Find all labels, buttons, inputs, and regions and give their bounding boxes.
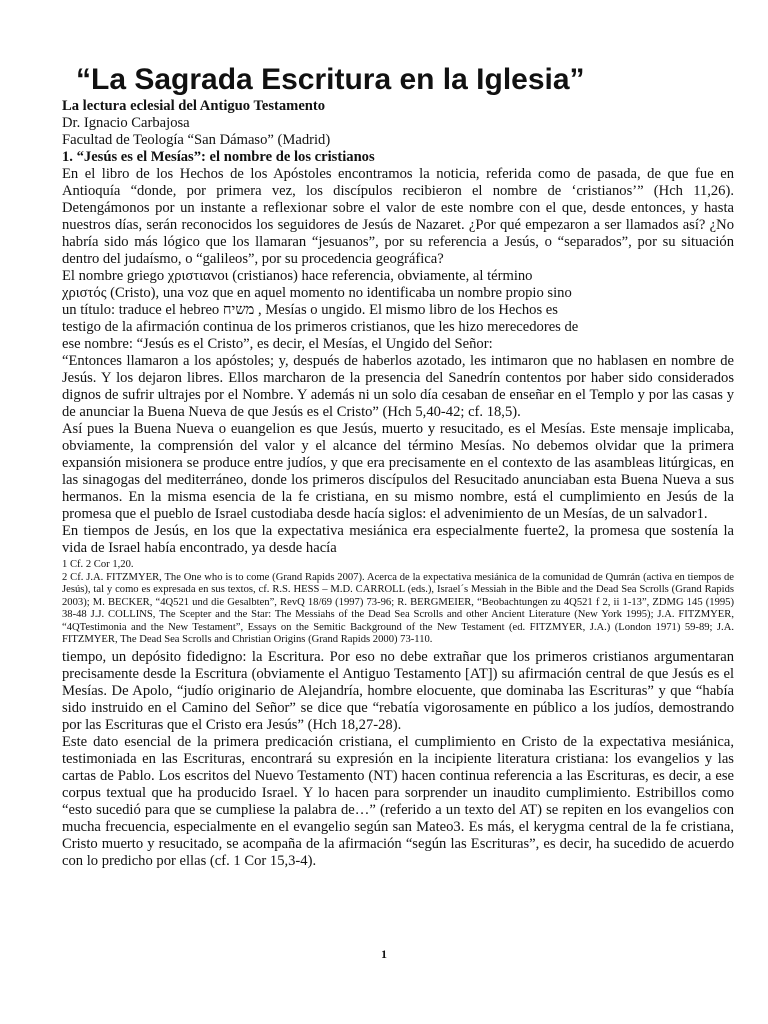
paragraph-euangelion: Así pues la Buena Nueva o euangelion es que Jesús, muerto y resucitado, es el Mesías. Este mensaje implicaba, obviamente, la comprensión del valor y el alcance del término Mesías. No debemos olvidar que la primera expansión misionera se produce entre judíos, y que era precisamente en el contexto de las asambleas litúrgicas, en las sinagogas del mediterráneo, donde los primeros discípulos del Resucitado anunciaban esta Buena Nueva a sus hermanos. En la misma esencia de la fe cristiana, en su mismo nombre, está el cumplimiento en Jesús de la promesa que el pueblo de Israel custodiaba desde hacía siglos: el advenimiento de un Mesías, de un salvador1. bbox=[62, 421, 734, 522]
text-line: ese nombre: “Jesús es el Cristo”, es decir, el Mesías, el Ungido del Señor: bbox=[62, 336, 493, 352]
text-line: El nombre griego χριστιανοι (cristianos) hace referencia, obviamente, al término bbox=[62, 268, 533, 284]
text-line: testigo de la afirmación continua de los primeros cristianos, que les hizo merecedores de bbox=[62, 319, 579, 335]
footnote-2: 2 Cf. J.A. FITZMYER, The One who is to come (Grand Rapids 2007). Acerca de la expectativa mesiánica de la comunidad de Qumrán (activa en tiempos de Jesús), tal y como es expresada en sus textos, cf. R.S. HESS – M.D. CARROLL (eds.), Israel´s Messiah in the Bible and the Dead Sea Scrolls (Grand Rapids 2003); M. BECKER, “4Q521 und die Gesalbten”, RevQ 18/69 (1997) 73-96; R. BERGMEIER, “Beobachtungen zu 4Q521 f 2, ii 1-13”, ZDMG 145 (1995) 38-48 J.J. COLLINS, The Scepter and the Star: The Messiahs of the Dead Sea Scrolls and other Ancient Literature (New York 1995); J.A. FITZMYER, “4QTestimonia and the New Testament”, Essays on the Semitic Background of the New Testament (ed. FITZMYER, J.A.) (London 1971) 59-89; J.A. FITZMYER, The Dead Sea Scrolls and Christian Origins (Grand Rapids 2000) 73-110. bbox=[62, 571, 734, 645]
document-title: “La Sagrada Escritura en la Iglesia” bbox=[76, 63, 585, 96]
affiliation: Facultad de Teología “San Dámaso” (Madrid) bbox=[62, 132, 331, 148]
footnote-1: 1 Cf. 2 Cor 1,20. bbox=[62, 559, 134, 570]
document-page bbox=[62, 62, 734, 870]
author: Dr. Ignacio Carbajosa bbox=[62, 115, 190, 131]
text-line: un título: traduce el hebreo משיח , Mesías o ungido. El mismo libro de los Hechos es bbox=[62, 302, 558, 318]
paragraph-scripture: tiempo, un depósito fidedigno: la Escritura. Por eso no debe extrañar que los primeros cristianos argumentaran precisamente desde la Escritura (obviamente el Antiguo Testamento [AT]) su afirmación central de que Jesús es el Mesías. De Apolo, “judío originario de Alejandría, hombre elocuente, que dominaba las Escrituras” y que “había sido instruido en el Camino del Señor” se dice que “rebatía vigorosamente en público a los judíos, demostrando por las Escrituras que el Cristo era Jesús” (Hch 18,27-28). bbox=[62, 648, 734, 733]
paragraph-intro: En el libro de los Hechos de los Apóstoles encontramos la noticia, referida como de pasada, de que fue en Antioquía “donde, por primera vez, los discípulos recibieron el nombre de ‘cristianos’” (Hch 11,26). Detengámonos por un instante a reflexionar sobre el valor de este nombre con el que, desde entonces, y hasta nuestros días, serán reconocidos los seguidores de Jesús de Nazaret. ¿Por qué empezaron a ser llamados así? ¿No habría sido más lógico que los llamaran “jesuanos”, por su referencia a Jesús, o “separados”, por su situación dentro del judaísmo, o “galileos”, por su procedencia geográfica? bbox=[62, 166, 734, 267]
text-line: χριστός (Cristo), una voz que en aquel momento no identificaba un nombre propio sino bbox=[62, 285, 572, 301]
section-heading: 1. “Jesús es el Mesías”: el nombre de los cristianos bbox=[62, 149, 375, 165]
paragraph-fulfillment: Este dato esencial de la primera predicación cristiana, el cumplimiento en Cristo de la expectativa mesiánica, testimoniada en las Escrituras, encontrará su expresión en la incipiente literatura cristiana: los evangelios y las cartas de Pablo. Los escritos del Nuevo Testamento (NT) hacen continua referencia a las Escrituras, es decir, a ese corpus textual que ha producido Israel. Y lo hacen para sorprender un inaudito cumplimiento. Estribillos como “esto sucedió para que se cumpliese la palabra de…” (referido a un texto del AT) se repiten en los evangelios con mucha frecuencia, especialmente en el evangelio según san Mateo3. Es más, el kerygma central de la fe cristiana, Cristo muerto y resucitado, se acompaña de la afirmación “según las Escrituras”, es decir, ha sucedido de acuerdo con lo predicho por ellas (cf. 1 Cor 15,3-4). bbox=[62, 733, 734, 869]
subtitle: La lectura eclesial del Antiguo Testamento bbox=[62, 98, 326, 114]
paragraph-expectation: En tiempos de Jesús, en los que la expectativa mesiánica era especialmente fuerte2, la promesa que sostenía la vida de Israel había encontrado, ya desde hacía bbox=[62, 523, 734, 556]
quotation-paragraph: “Entonces llamaron a los apóstoles; y, después de haberlos azotado, les intimaron que no hablasen en nombre de Jesús. Y los dejaron libres. Ellos marcharon de la presencia del Sanedrín contentos por haber sido considerados dignos de sufrir ultrajes por el Nombre. Y además ni un solo día cesaban de enseñar en el Templo y por las casas y de anunciar la Buena Nueva de que Jesús es el Cristo” (Hch 5,40-42; cf. 18,5). bbox=[62, 353, 734, 420]
page-number: 1 bbox=[381, 947, 387, 961]
